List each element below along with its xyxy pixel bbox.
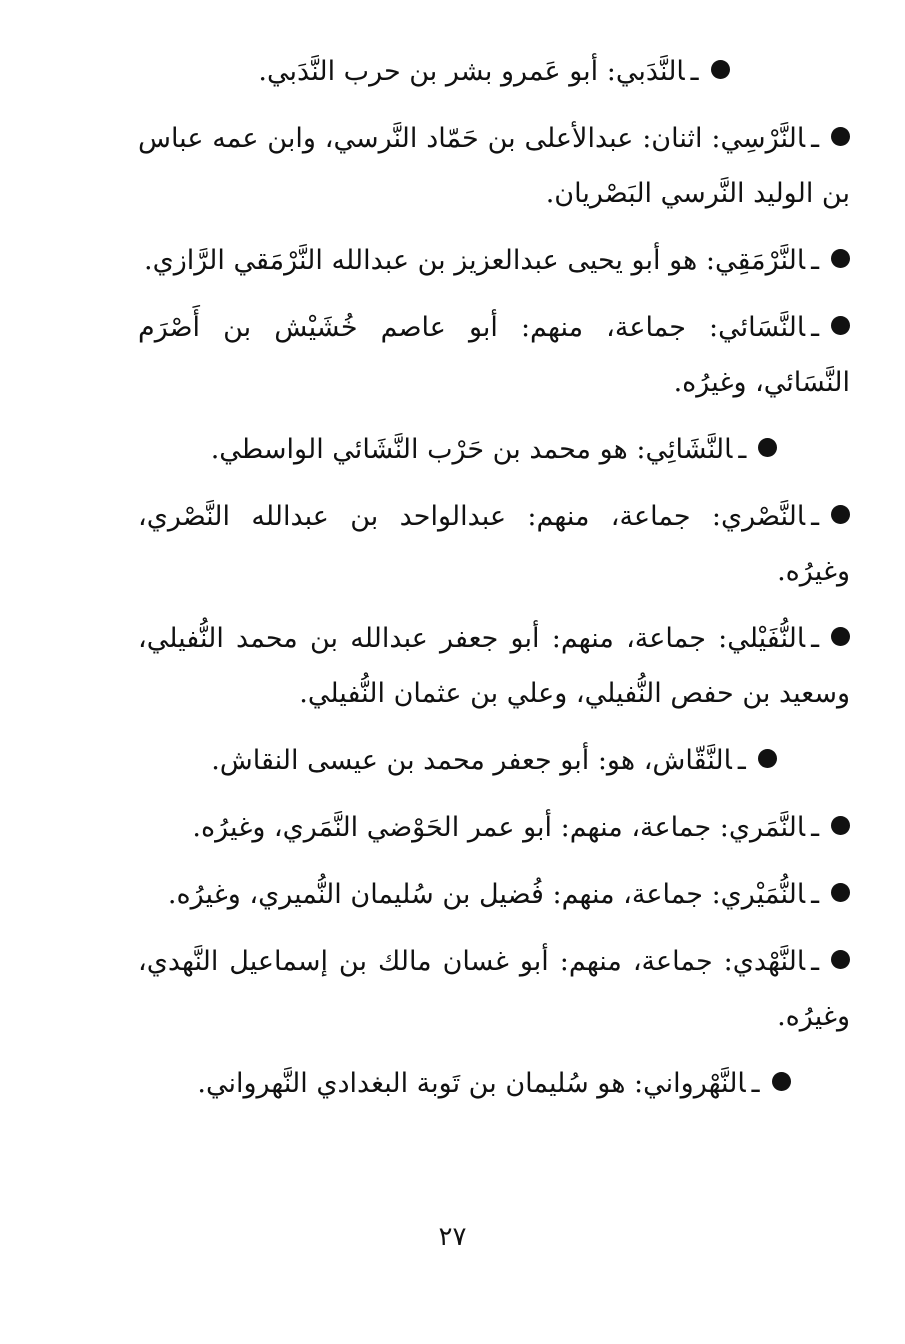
bullet-icon — [831, 316, 850, 335]
bullet-icon — [831, 816, 850, 835]
entry-text: النُّفَيْلي: جماعة، منهم: أبو جعفر عبدالله بن محمد النُّفيلي، وسعيد بن حفص النُّفيلي، وعلي بن عثمان النُّفيلي. — [138, 623, 850, 709]
entry-text: النَّدَبي: أبو عَمرو بشر بن حرب النَّدَبي. — [258, 56, 685, 87]
entry-text: النُّمَيْري: جماعة، منهم: فُضيل بن سُليمان النُّميري، وغيرُه. — [167, 879, 806, 910]
entry-narsi — [138, 111, 850, 221]
entry-nahdi — [138, 934, 850, 1044]
entry-nasai — [138, 300, 850, 410]
bullet-icon — [772, 1072, 791, 1091]
dash: ـ — [811, 812, 819, 843]
dash: ـ — [811, 245, 819, 276]
dash: ـ — [738, 434, 747, 465]
dash: ـ — [811, 946, 819, 977]
dash: ـ — [811, 623, 819, 654]
entry-text: النَّرْمَقِي: هو أبو يحيى عبدالعزيز بن عبدالله النَّرْمَقي الرَّازي. — [144, 245, 806, 276]
entry-nasri — [138, 489, 850, 599]
bullet-icon — [758, 438, 777, 457]
entry-text: النَّهْرواني: هو سُليمان بن تَوبة البغدادي النَّهرواني. — [197, 1068, 746, 1099]
bullet-icon — [831, 249, 850, 268]
entry-numayri — [138, 867, 850, 922]
entry-text: النَّرْسِي: اثنان: عبدالأعلى بن حَمّاد النَّرسي، وابن عمه عباس بن الوليد النَّرسي البَصْريان. — [138, 123, 850, 209]
page-body — [138, 44, 850, 1123]
dash: ـ — [690, 56, 699, 87]
entry-nahrawani — [138, 1056, 850, 1111]
entry-text: النَّصْري: جماعة، منهم: عبدالواحد بن عبدالله النَّصْري، وغيرُه. — [138, 501, 850, 587]
bullet-icon — [831, 505, 850, 524]
entry-narmaqi — [138, 233, 850, 288]
entry-nadabi — [138, 44, 850, 99]
entry-text: النَّقّاش، هو: أبو جعفر محمد بن عيسى النقاش. — [211, 745, 732, 776]
entry-namari — [138, 800, 850, 855]
entry-text: النَّسَائي: جماعة، منهم: أبو عاصم خُشَيْش بن أَصْرَم النَّسَائي، وغيرُه. — [138, 312, 850, 398]
entry-nufayli — [138, 611, 850, 721]
bullet-icon — [758, 749, 777, 768]
bullet-icon — [711, 60, 730, 79]
bullet-icon — [831, 627, 850, 646]
bullet-icon — [831, 127, 850, 146]
entry-nashai — [138, 422, 850, 477]
dash: ـ — [811, 501, 819, 532]
entry-text: النَّشَائِي: هو محمد بن حَرْب النَّشَائي الواسطي. — [210, 434, 733, 465]
dash: ـ — [811, 123, 819, 154]
page-number: ٢٧ — [438, 1222, 467, 1252]
dash: ـ — [737, 745, 746, 776]
entry-text: النَّمَري: جماعة، منهم: أبو عمر الحَوْضي النَّمَري، وغيرُه. — [192, 812, 806, 843]
dash: ـ — [811, 879, 819, 910]
bullet-icon — [831, 950, 850, 969]
bullet-icon — [831, 883, 850, 902]
entry-naqqash — [138, 733, 850, 788]
dash: ـ — [811, 312, 819, 343]
entry-text: النَّهْدي: جماعة، منهم: أبو غسان مالك بن إسماعيل النَّهدي، وغيرُه. — [138, 946, 850, 1032]
dash: ـ — [751, 1068, 760, 1099]
